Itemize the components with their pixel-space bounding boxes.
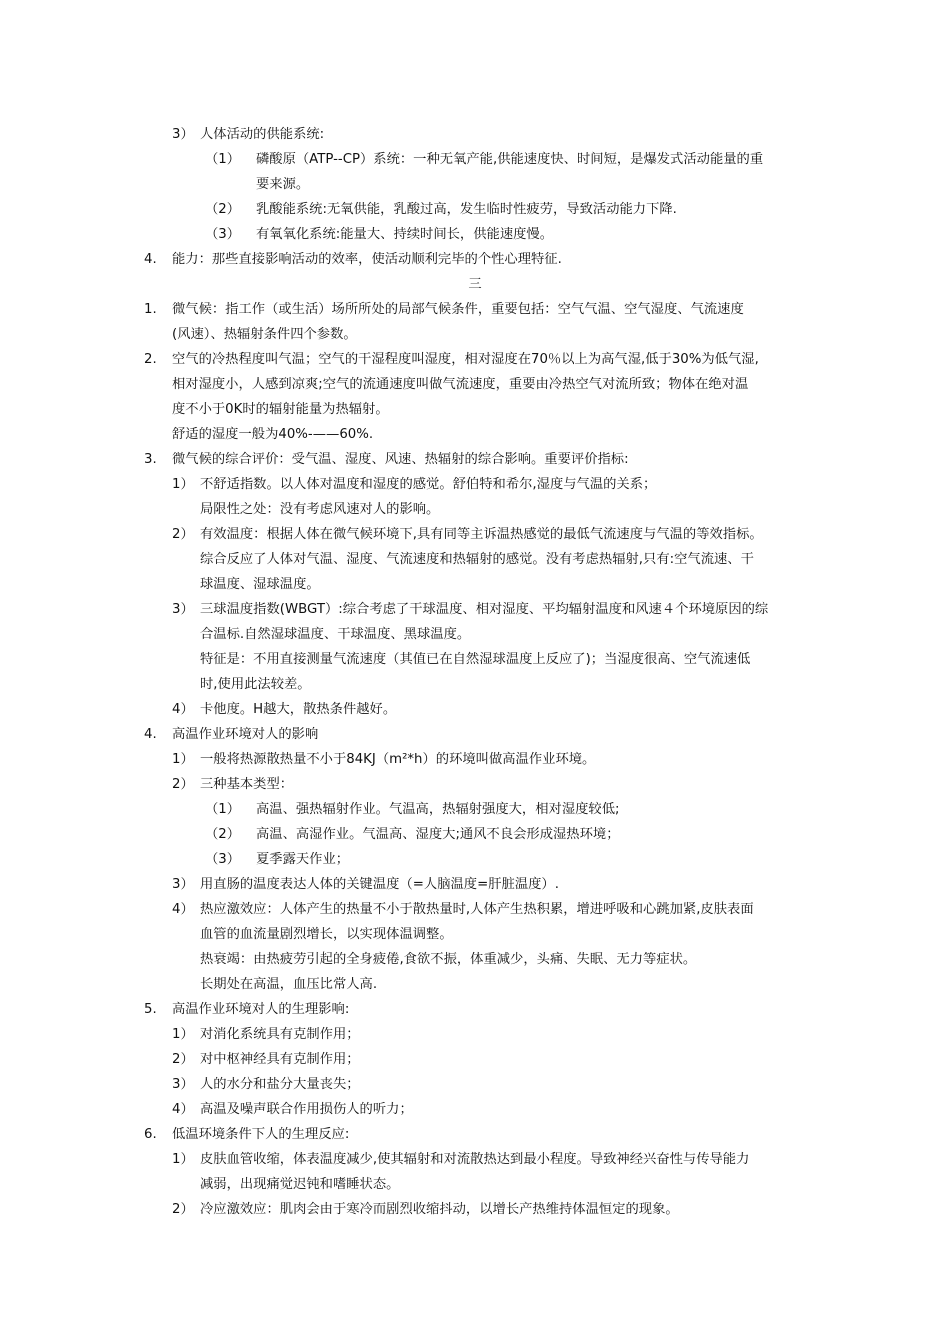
item-text: 高温、强热辐射作业。气温高，热辐射强度大，相对湿度较低; xyxy=(256,802,620,817)
continuation-line xyxy=(0,673,950,697)
list-item xyxy=(0,723,950,747)
item-text: 对中枢神经具有克制作用； xyxy=(200,1052,360,1067)
item-marker: 1） xyxy=(172,477,194,492)
item-marker: 1. xyxy=(144,302,157,317)
continuation-line xyxy=(0,548,950,572)
item-text: 有氧氧化系统:能量大、持续时间长，供能速度慢。 xyxy=(256,227,554,242)
item-marker: （1） xyxy=(205,152,241,167)
item-text: 热衰竭：由热疲劳引起的全身疲倦,食欲不振，体重减少，头痛、失眠、无力等症状。 xyxy=(200,952,697,967)
list-item xyxy=(0,898,950,922)
item-marker: 3. xyxy=(144,452,157,467)
item-text: 高温、高湿作业。气温高、湿度大;通风不良会形成湿热环境； xyxy=(256,827,620,842)
list-item xyxy=(0,448,950,472)
item-marker: 2） xyxy=(172,1052,194,1067)
item-text: 度不小于0K时的辐射能量为热辐射。 xyxy=(172,402,389,417)
item-text: 皮肤血管收缩，体表温度减少,使其辐射和对流散热达到最小程度。导致神经兴奋性与传导能力 xyxy=(200,1152,750,1167)
item-marker: 3） xyxy=(172,1077,194,1092)
item-marker: 1） xyxy=(172,1152,194,1167)
item-marker: （1） xyxy=(205,802,241,817)
item-marker: 4. xyxy=(144,252,157,267)
item-text: 合温标.自然湿球温度、干球温度、黑球温度。 xyxy=(200,627,471,642)
list-item xyxy=(0,148,950,172)
item-text: 能力：那些直接影响活动的效率，使活动顺利完毕的个性心理特征. xyxy=(172,252,562,267)
item-marker: 4） xyxy=(172,702,194,717)
item-marker: （3） xyxy=(205,227,241,242)
continuation-line xyxy=(0,373,950,397)
continuation-line xyxy=(0,948,950,972)
item-text: 时,使用此法较差。 xyxy=(200,677,311,692)
list-item xyxy=(0,1073,950,1097)
item-text: 乳酸能系统:无氧供能，乳酸过高，发生临时性疲劳，导致活动能力下降. xyxy=(256,202,677,217)
list-item xyxy=(0,523,950,547)
item-marker: 4. xyxy=(144,727,157,742)
item-text: (风速）、热辐射条件四个参数。 xyxy=(172,327,357,342)
item-text: 减弱，出现痛觉迟钝和嗜睡状态。 xyxy=(200,1177,400,1192)
item-marker: 3） xyxy=(172,127,194,142)
item-marker: 5. xyxy=(144,1002,157,1017)
list-item xyxy=(0,123,950,147)
list-item xyxy=(0,773,950,797)
item-marker: 2） xyxy=(172,527,194,542)
section-heading-text: 三 xyxy=(468,277,482,292)
list-item xyxy=(0,348,950,372)
item-marker: 4） xyxy=(172,902,194,917)
section-heading xyxy=(0,273,950,297)
list-item xyxy=(0,698,950,722)
item-marker: 3） xyxy=(172,602,194,617)
item-text: 微气候的综合评价：受气温、湿度、风速、热辐射的综合影响。重要评价指标: xyxy=(172,452,629,467)
item-text: 血管的血流量剧烈增长，以实现体温调整。 xyxy=(200,927,453,942)
continuation-line xyxy=(0,973,950,997)
item-text: 一般将热源散热量不小于84KJ（m²*h）的环境叫做高温作业环境。 xyxy=(200,752,596,767)
continuation-line xyxy=(0,398,950,422)
item-text: 综合反应了人体对气温、湿度、气流速度和热辐射的感觉。没有考虑热辐射,只有:空气流速、干 xyxy=(200,552,754,567)
item-marker: 2） xyxy=(172,1202,194,1217)
item-text: 热应激效应：人体产生的热量不小于散热量时,人体产生热积累，增进呼吸和心跳加紧,皮肤表面 xyxy=(200,902,754,917)
continuation-line xyxy=(0,423,950,447)
item-text: 空气的冷热程度叫气温；空气的干湿程度叫湿度，相对湿度在70％以上为高气湿,低于30%为低气湿, xyxy=(172,352,759,367)
continuation-line xyxy=(0,648,950,672)
item-marker: 4） xyxy=(172,1102,194,1117)
item-text: 高温作业环境对人的生理影响: xyxy=(172,1002,350,1017)
item-text: 相对湿度小，人感到凉爽;空气的流通速度叫做气流速度，重要由冷热空气对流所致；物体在绝对温 xyxy=(172,377,749,392)
item-text: 人体活动的供能系统: xyxy=(200,127,325,142)
list-item xyxy=(0,798,950,822)
item-text: 用直肠的温度表达人体的关键温度（=人脑温度=肝脏温度）. xyxy=(200,877,559,892)
list-item xyxy=(0,1023,950,1047)
item-marker: （2） xyxy=(205,202,241,217)
item-marker: 2） xyxy=(172,777,194,792)
item-marker: 3） xyxy=(172,877,194,892)
list-item xyxy=(0,598,950,622)
item-text: 夏季露天作业； xyxy=(256,852,350,867)
list-item xyxy=(0,873,950,897)
item-marker: （3） xyxy=(205,852,241,867)
item-text: 球温度、湿球温度。 xyxy=(200,577,320,592)
continuation-line xyxy=(0,623,950,647)
list-item xyxy=(0,1048,950,1072)
item-text: 磷酸原（ATP--CP）系统：一种无氧产能,供能速度快、时间短，是爆发式活动能量的重 xyxy=(256,152,764,167)
item-text: 舒适的湿度一般为40%-——60%. xyxy=(172,427,374,442)
item-text: 三球温度指数(WBGT）:综合考虑了干球温度、相对湿度、平均辐射温度和风速４个环境原因的综 xyxy=(200,602,769,617)
item-text: 不舒适指数。以人体对温度和湿度的感觉。舒伯特和希尔,湿度与气温的关系； xyxy=(200,477,657,492)
list-item xyxy=(0,1098,950,1122)
item-text: 微气候：指工作（或生活）场所所处的局部气候条件，重要包括：空气气温、空气湿度、气流速度 xyxy=(172,302,744,317)
item-text: 人的水分和盐分大量丧失； xyxy=(200,1077,360,1092)
item-text: 特征是：不用直接测量气流速度（其值已在自然湿球温度上反应了)；当湿度很高、空气流速低 xyxy=(200,652,751,667)
list-item xyxy=(0,1123,950,1147)
list-item xyxy=(0,848,950,872)
item-text: 要来源。 xyxy=(256,177,310,192)
item-marker: 6. xyxy=(144,1127,157,1142)
item-text: 局限性之处：没有考虑风速对人的影响。 xyxy=(200,502,440,517)
item-text: 卡他度。H越大，散热条件越好。 xyxy=(200,702,397,717)
item-text: 有效温度：根据人体在微气候环境下,具有同等主诉温热感觉的最低气流速度与气温的等效指标。 xyxy=(200,527,763,542)
continuation-line xyxy=(0,323,950,347)
item-marker: 2. xyxy=(144,352,157,367)
item-marker: 1） xyxy=(172,1027,194,1042)
list-item xyxy=(0,1148,950,1172)
list-item xyxy=(0,748,950,772)
list-item xyxy=(0,1198,950,1222)
continuation-line xyxy=(0,573,950,597)
list-item xyxy=(0,823,950,847)
list-item xyxy=(0,473,950,497)
item-text: 高温及噪声联合作用损伤人的听力； xyxy=(200,1102,413,1117)
list-item xyxy=(0,223,950,247)
item-marker: （2） xyxy=(205,827,241,842)
list-item xyxy=(0,298,950,322)
list-item xyxy=(0,198,950,222)
list-item xyxy=(0,998,950,1022)
item-text: 低温环境条件下人的生理反应: xyxy=(172,1127,350,1142)
continuation-line xyxy=(0,498,950,522)
item-text: 三种基本类型： xyxy=(200,777,294,792)
item-text: 冷应激效应：肌肉会由于寒冷而剧烈收缩抖动，以增长产热维持体温恒定的现象。 xyxy=(200,1202,679,1217)
item-text: 对消化系统具有克制作用； xyxy=(200,1027,360,1042)
continuation-line xyxy=(0,923,950,947)
item-marker: 1） xyxy=(172,752,194,767)
list-item xyxy=(0,248,950,272)
item-text: 高温作业环境对人的影响 xyxy=(172,727,319,742)
item-text: 长期处在高温，血压比常人高. xyxy=(200,977,378,992)
continuation-line xyxy=(0,1173,950,1197)
continuation-line xyxy=(0,173,950,197)
